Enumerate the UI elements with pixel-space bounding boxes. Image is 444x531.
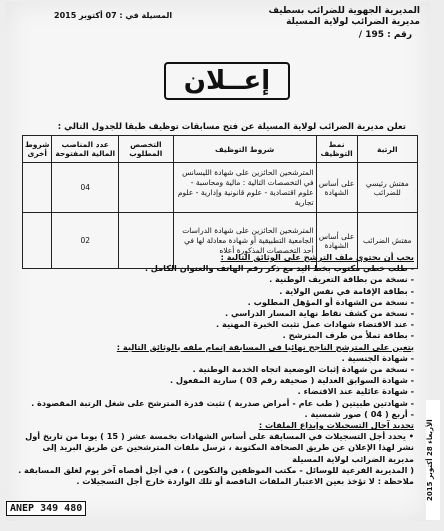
issue-date: المسيلة في : 07 أكتوبر 2015 xyxy=(54,11,173,20)
deadline-section-title: تحديد آجال التسجيلات وإيداع الملفات : xyxy=(258,420,414,431)
deadline-note: ملاحظة : لا تؤخذ بعين الاعتبار الملفات الناقصة أو تلك الواردة خارج أجل التسجيلات . xyxy=(76,476,414,487)
file-item: - نسخة من كشف نقاط نهاية المسار الدراسي . xyxy=(225,308,414,319)
cell-conditions: المترشحين الحائزين على شهادة الدراسات الجامعية التطبيقية أو شهادة معادلة لها في أحد التخصصات المذكورة أعلاه xyxy=(173,213,316,269)
file-item: - طلب خطي مكتوب بخط اليد مع ذكر رقم الهاتف والعنوان الكامل . xyxy=(144,263,414,274)
file-item: - نسخة من الشهادة أو المؤهل المطلوب . xyxy=(247,296,414,307)
success-item: - شهادة عائلية عند الاقتضاء . xyxy=(297,386,414,397)
deadline-item: ( المديرية الفرعية للوسائل - مكتب الموظفين والتكوين ) ، في أجل أقصاه آخر يوم لغلق المسابقة . xyxy=(18,464,414,475)
success-item: - شهادة الجنسية . xyxy=(341,352,414,363)
body-sections xyxy=(18,252,414,487)
cell-conditions: المترشحين الحائزين على شهادة الليسانس في التخصصات التالية : مالية ومحاسبة - علوم اقتصادية - علوم قانونية وإدارية - علوم تجارية xyxy=(173,163,316,213)
header-line-1: المديرية الجهوية للضرائب بسطيف xyxy=(268,6,420,16)
col-other: شروط أخرى xyxy=(23,136,52,163)
header-line-2: مديرية الضرائب لولاية المسيلة xyxy=(286,17,420,27)
announcement-title: إعــلان xyxy=(164,62,290,100)
reference-number: رقم : 195 / xyxy=(358,30,412,40)
col-posts: عدد المناصب المالية المفتوحة xyxy=(52,136,119,163)
table-header-row xyxy=(23,136,418,163)
cell-mode: على أساس الشهادة xyxy=(316,163,357,213)
success-item: - نسخة من شهادة إثبات الوضعية اتجاه الخدمة الوطنية . xyxy=(192,364,414,375)
cell-mode: على أساس الشهادة xyxy=(316,213,357,269)
success-section-title: يتعين على المترشح الناجح نهائيا في المسابقة إتمام ملفه بالوثائق التالية : xyxy=(116,341,414,352)
cell-rank: مفتش الضرائب xyxy=(357,213,417,269)
file-item: - عند الاقتضاء شهادات عمل تثبت الخبرة المهنية . xyxy=(216,319,414,330)
col-rank: الرتبة xyxy=(357,136,417,163)
publication-date-strip: الأربعاء 28 أكتوبر 2015 xyxy=(426,400,440,520)
success-item: - شهادة السوابق العدلية ( صحيفة رقم 03 ) سارية المفعول . xyxy=(169,375,414,386)
table-row xyxy=(23,163,418,213)
file-item: - بطاقة الإقامة في نفس الولاية . xyxy=(279,285,414,296)
success-item: - أربع ( 04 ) صور شمسية . xyxy=(304,408,414,419)
cell-posts: 02 xyxy=(52,213,119,269)
anep-stamp: ANEP 349 480 xyxy=(6,501,86,516)
cell-specialty xyxy=(118,163,173,213)
deadline-item: • يحدد أجل التسجيلات في المسابقة على أساس الشهادات بخمسة عشر ( 15 ) يوما من تاريخ أول نشر لهذا الإعلان عن طريق الصحافة المكتوبة ، ترسل ملفات المترشحين عن طريق البريد إلى مديرية الضرائب لولاية المسيلة xyxy=(25,431,414,464)
cell-other xyxy=(23,163,52,213)
intro-text: تعلن مديرية الضرائب لولاية المسيلة عن فتح مسابقات توظيف طبقا للجدول التالي : xyxy=(57,122,406,132)
recruitment-table xyxy=(22,135,418,269)
cell-posts: 04 xyxy=(52,163,119,213)
col-conditions: شروط التوظيف xyxy=(173,136,316,163)
institution-header xyxy=(260,6,420,28)
col-specialty: التخصص المطلوب xyxy=(118,136,173,163)
file-item: - نسخة من بطاقة التعريف الوطنية . xyxy=(269,274,414,285)
success-item: - شهادتين طبيتين ( طب عام - أمراض صدرية ) تثبت قدرة المترشح على شغل الرتبة المقصودة . xyxy=(31,397,414,408)
file-section-title: يجب أن يحتوي ملف الترشح على الوثائق التالية : xyxy=(220,252,414,262)
file-item: - بطاقة تملأ من طرف المترشح . xyxy=(282,330,414,341)
col-mode: نمط التوظيف xyxy=(316,136,357,163)
cell-rank: مفتش رئيسي للضرائب xyxy=(357,163,417,213)
document-page xyxy=(6,2,430,521)
